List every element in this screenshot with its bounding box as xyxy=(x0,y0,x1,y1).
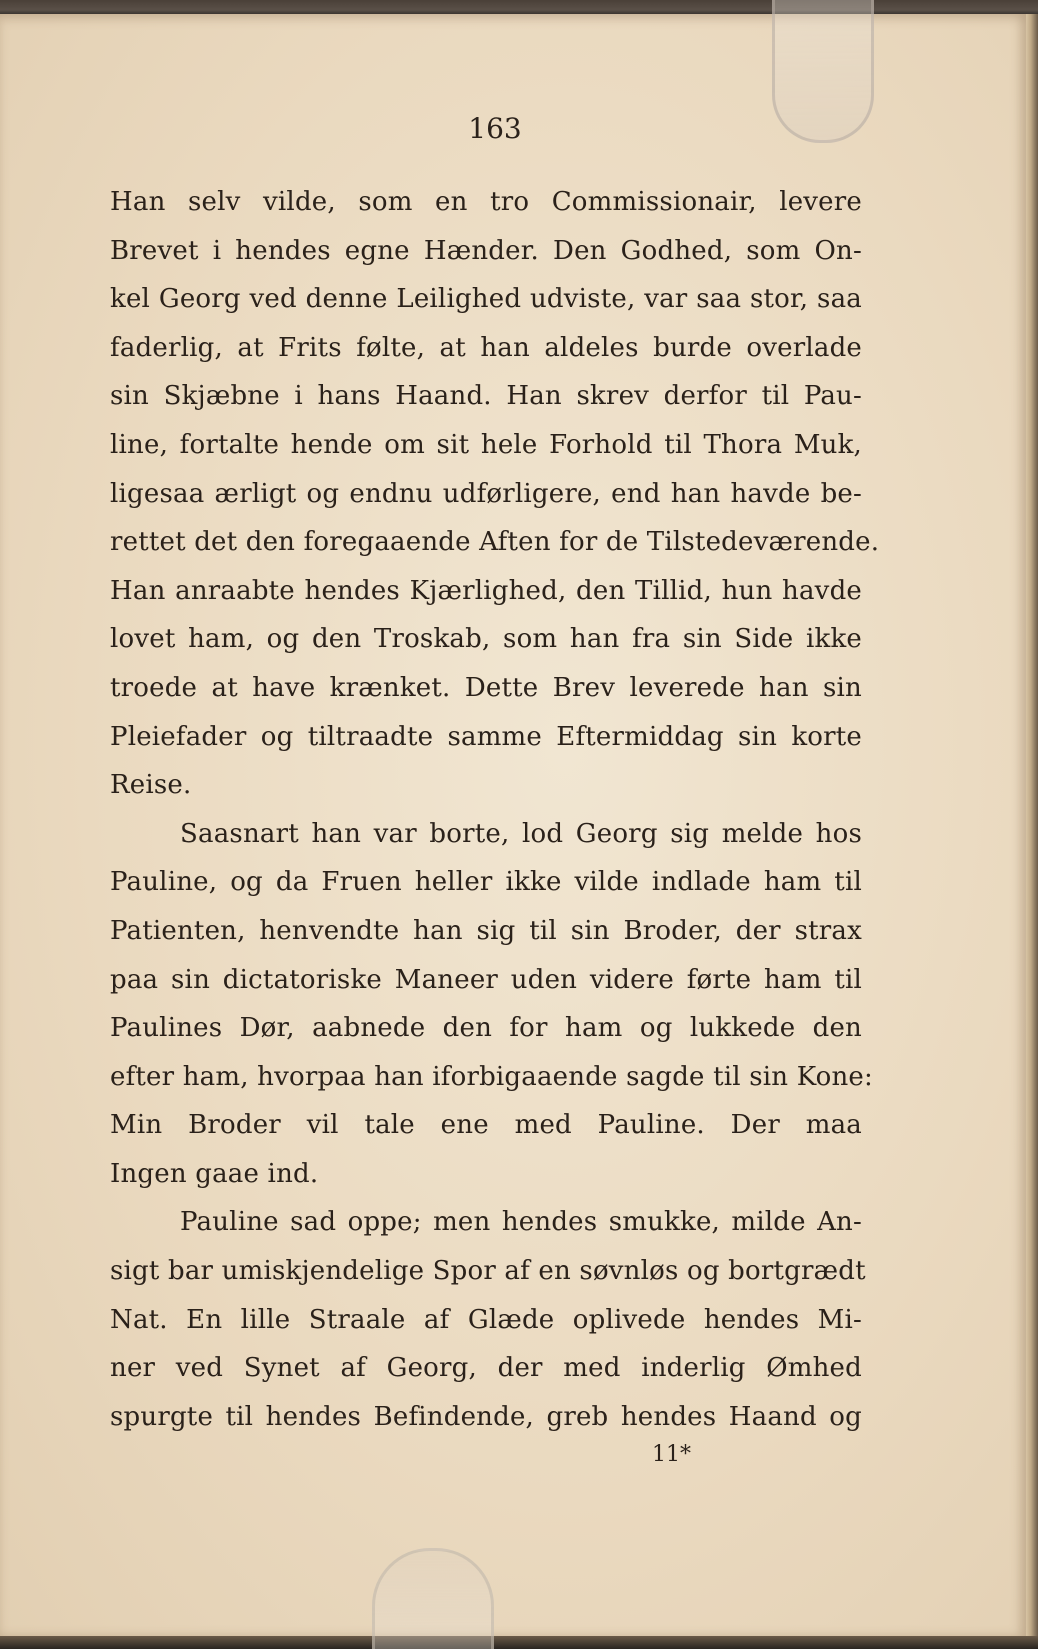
text-line: ner ved Synet af Georg, der med inderlig Ømhed xyxy=(110,1353,862,1384)
text-line: Patienten, henvendte han sig til sin Broder, der strax xyxy=(110,915,862,946)
text-line: Han selv vilde, som en tro Commissionair, levere xyxy=(110,187,862,217)
text-line: ligesaa ærligt og endnu udførligere, end han havde be- xyxy=(110,478,862,509)
paper-clip-bottom xyxy=(372,1548,494,1649)
text-line: troede at have krænket. Dette Brev leverede han sin xyxy=(110,672,862,703)
signature-mark: 11* xyxy=(652,1442,691,1467)
page-number: 163 xyxy=(468,112,522,145)
text-line: rettet det den foregaaende Aften for de Tilstedeværende. xyxy=(110,527,880,558)
text-line: efter ham, hvorpaa han iforbigaaende sagde til sin Kone: xyxy=(110,1061,873,1092)
text-line: Saasnart han var borte, lod Georg sig melde hos xyxy=(180,818,862,849)
text-line: kel Georg ved denne Leilighed udviste, var saa stor, saa xyxy=(110,284,862,315)
text-line: lovet ham, og den Troskab, som han fra sin Side ikke xyxy=(110,624,862,655)
page-edge xyxy=(1026,14,1038,1636)
text-line: Min Broder vil tale ene med Pauline. Der maa xyxy=(110,1110,862,1141)
text-line: Pauline, og da Fruen heller ikke vilde indlade ham til xyxy=(110,867,862,898)
text-line: Nat. En lille Straale af Glæde oplivede hendes Mi- xyxy=(110,1304,862,1335)
text-line: paa sin dictatoriske Maneer uden videre førte ham til xyxy=(110,964,862,995)
text-line: Ingen gaae ind. xyxy=(110,1158,319,1189)
text-line: spurgte til hendes Befindende, greb hendes Haand og xyxy=(110,1401,862,1432)
text-line: Paulines Dør, aabnede den for ham og lukkede den xyxy=(110,1013,862,1044)
text-line: sin Skjæbne i hans Haand. Han skrev derfor til Pau- xyxy=(110,381,862,412)
text-line: Brevet i hendes egne Hænder. Den Godhed, som On- xyxy=(110,235,862,266)
text-line: sigt bar umiskjendelige Spor af en søvnløs og bortgrædt xyxy=(110,1256,866,1287)
page-bottom-edge xyxy=(0,1636,1038,1649)
text-line: faderlig, at Frits følte, at han aldeles burde overlade xyxy=(110,332,862,363)
body-text xyxy=(110,178,880,1441)
text-line: Pleiefader og tiltraadte samme Eftermiddag sin korte xyxy=(110,721,862,752)
text-line: Reise. xyxy=(110,770,192,801)
text-line: Pauline sad oppe; men hendes smukke, milde An- xyxy=(180,1207,862,1238)
text-line: Han anraabte hendes Kjærlighed, den Tillid, hun havde xyxy=(110,575,862,606)
text-line: line, fortalte hende om sit hele Forhold til Thora Muk, xyxy=(110,429,862,460)
